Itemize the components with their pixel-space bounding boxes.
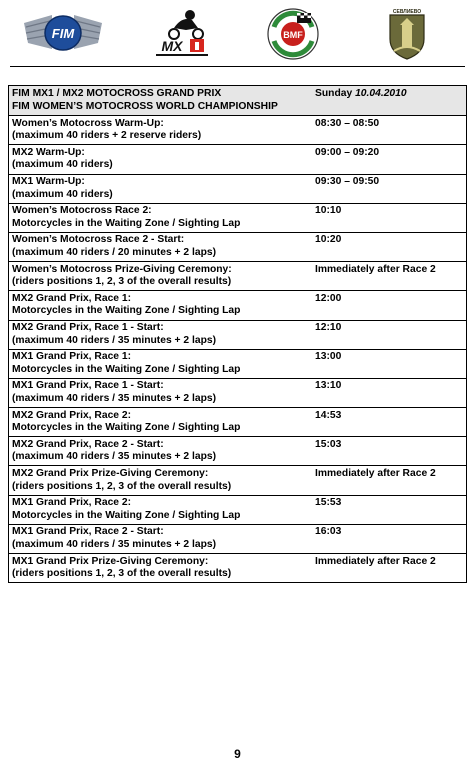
session-title: MX2 Grand Prix, Race 1: (12, 292, 132, 304)
session-time: 15:53 (315, 497, 342, 509)
session-time: 12:00 (315, 292, 342, 304)
header-divider (10, 66, 465, 67)
bmf-logo-text: BMF (283, 30, 303, 40)
sevlievo-logo-text: СЕВЛИЕВО (392, 9, 422, 15)
session-cell (9, 524, 313, 553)
table-row (9, 524, 467, 553)
bmf-logo (266, 6, 320, 62)
session-title: Women’s Motocross Prize-Giving Ceremony: (12, 263, 232, 275)
event-title-line1: FIM MX1 / MX2 MOTOCROSS GRAND PRIX (12, 88, 222, 99)
event-date: 10.04.2010 (355, 88, 407, 99)
session-time-cell (312, 232, 467, 261)
session-cell (9, 291, 313, 320)
session-time-cell (312, 145, 467, 174)
session-cell (9, 116, 313, 145)
page-number: 9 (234, 747, 241, 761)
session-detail: (riders positions 1, 2, 3 of the overall results) (12, 480, 232, 492)
table-row (9, 116, 467, 145)
session-time: Immediately after Race 2 (315, 555, 436, 567)
sevlievo-crest-icon (386, 7, 428, 61)
session-time-cell (312, 437, 467, 466)
session-cell (9, 174, 313, 203)
session-detail: Motorcycles in the Waiting Zone / Sighting Lap (12, 422, 241, 434)
table-row (9, 174, 467, 203)
session-detail: (maximum 40 riders / 35 minutes + 2 laps) (12, 334, 217, 346)
sevlievo-logo (386, 6, 428, 62)
session-time: Immediately after Race 2 (315, 467, 436, 479)
session-title: Women’s Motocross Race 2: (12, 205, 152, 217)
motocross-rider-logo-icon (150, 8, 216, 60)
session-cell (9, 262, 313, 291)
session-time-cell (312, 495, 467, 524)
session-detail: (maximum 40 riders / 35 minutes + 2 laps) (12, 392, 217, 404)
table-row (9, 378, 467, 407)
session-time: 16:03 (315, 526, 342, 538)
fim-logo-text: FIM (51, 26, 75, 41)
schedule-header-row (9, 86, 467, 116)
event-day: Sunday (315, 88, 353, 99)
table-row (9, 232, 467, 261)
table-row (9, 262, 467, 291)
session-title: MX1 Grand Prix, Race 1 - Start: (12, 380, 164, 392)
session-time: 10:10 (315, 205, 342, 217)
session-title: Women’s Motocross Race 2 - Start: (12, 234, 185, 246)
session-time: 08:30 – 08:50 (315, 117, 380, 129)
schedule-table (8, 85, 467, 583)
session-detail: (maximum 40 riders / 20 minutes + 2 laps) (12, 247, 217, 259)
session-time: 09:00 – 09:20 (315, 146, 380, 158)
table-row (9, 320, 467, 349)
session-time-cell (312, 203, 467, 232)
session-title: MX1 Grand Prix, Race 2 - Start: (12, 526, 164, 538)
table-row (9, 145, 467, 174)
session-title: MX1 Warm-Up: (12, 176, 85, 188)
table-row (9, 203, 467, 232)
session-detail: (maximum 40 riders) (12, 159, 113, 171)
session-detail: (maximum 40 riders / 35 minutes + 2 laps) (12, 538, 217, 550)
session-cell (9, 466, 313, 495)
session-detail: Motorcycles in the Waiting Zone / Sighting Lap (12, 509, 241, 521)
session-detail: Motorcycles in the Waiting Zone / Sighting Lap (12, 217, 241, 229)
session-title: MX1 Grand Prix, Race 1: (12, 351, 132, 363)
session-cell (9, 232, 313, 261)
session-title: MX2 Grand Prix, Race 1 - Start: (12, 322, 164, 333)
session-time-cell (312, 524, 467, 553)
event-title-cell (9, 86, 313, 116)
session-detail: (maximum 40 riders / 35 minutes + 2 laps) (12, 451, 217, 463)
fim-logo (22, 6, 104, 62)
session-cell (9, 495, 313, 524)
session-detail: (riders positions 1, 2, 3 of the overall results) (12, 276, 232, 288)
event-title-line2: FIM WOMEN’S MOTOCROSS WORLD CHAMPIONSHIP (12, 100, 278, 112)
session-title: MX1 Grand Prix Prize-Giving Ceremony: (12, 555, 209, 567)
session-time-cell (312, 116, 467, 145)
session-detail: Motorcycles in the Waiting Zone / Sighting Lap (12, 363, 241, 375)
table-row (9, 466, 467, 495)
session-time: 14:53 (315, 409, 342, 421)
event-date-cell (312, 86, 467, 116)
session-time: 10:20 (315, 234, 342, 246)
session-time: 12:10 (315, 322, 342, 333)
session-cell (9, 408, 313, 437)
table-row (9, 291, 467, 320)
session-cell (9, 378, 313, 407)
table-row (9, 437, 467, 466)
session-time-cell (312, 378, 467, 407)
session-time: 09:30 – 09:50 (315, 176, 380, 188)
table-row (9, 495, 467, 524)
session-title: MX2 Grand Prix Prize-Giving Ceremony: (12, 467, 209, 479)
session-title: MX2 Grand Prix, Race 2: (12, 409, 132, 421)
mx1-logo-text: MX (161, 38, 183, 54)
session-time: Immediately after Race 2 (315, 263, 436, 275)
session-title: Women’s Motocross Warm-Up: (12, 117, 164, 129)
session-cell (9, 437, 313, 466)
table-row (9, 554, 467, 583)
session-cell (9, 203, 313, 232)
bmf-round-seal-icon (266, 7, 320, 61)
session-time: 13:00 (315, 351, 342, 363)
table-row (9, 349, 467, 378)
session-time: 13:10 (315, 380, 342, 392)
session-time-cell (312, 320, 467, 349)
session-time-cell (312, 291, 467, 320)
session-detail: (maximum 40 riders + 2 reserve riders) (12, 130, 202, 142)
fim-winged-logo-icon (22, 9, 104, 59)
session-cell (9, 320, 313, 349)
session-detail: (riders positions 1, 2, 3 of the overall results) (12, 568, 232, 580)
session-title: MX2 Warm-Up: (12, 146, 85, 158)
session-time-cell (312, 466, 467, 495)
session-time-cell (312, 408, 467, 437)
session-title: MX2 Grand Prix, Race 2 - Start: (12, 438, 164, 450)
session-cell (9, 554, 313, 583)
session-time-cell (312, 349, 467, 378)
table-row (9, 408, 467, 437)
session-time: 15:03 (315, 438, 342, 450)
session-title: MX1 Grand Prix, Race 2: (12, 497, 132, 509)
session-time-cell (312, 262, 467, 291)
schedule-body (9, 86, 467, 583)
session-detail: (maximum 40 riders) (12, 188, 113, 200)
session-cell (9, 349, 313, 378)
session-cell (9, 145, 313, 174)
session-time-cell (312, 174, 467, 203)
session-time-cell (312, 554, 467, 583)
session-detail: Motorcycles in the Waiting Zone / Sighting Lap (12, 305, 241, 317)
logo-strip (0, 6, 475, 62)
mx1-logo (150, 6, 216, 62)
